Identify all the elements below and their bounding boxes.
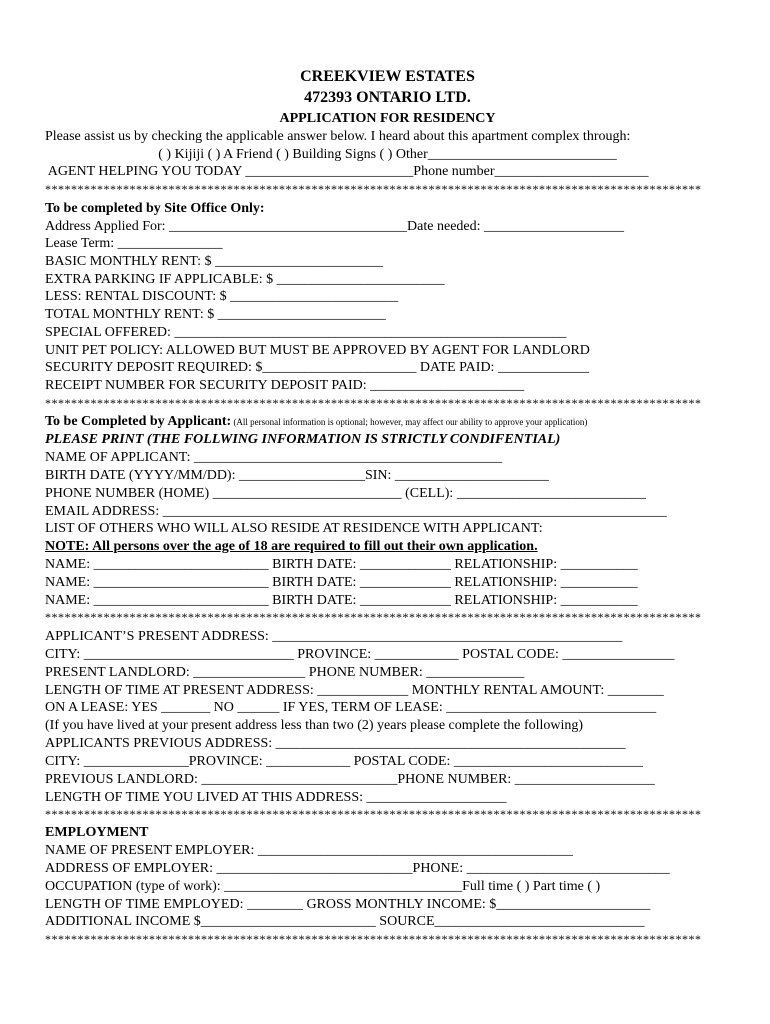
- divider-stars: *****************************************************************************************************: [45, 807, 702, 821]
- pet-policy-text: UNIT PET POLICY: ALLOWED BUT MUST BE APPROVED BY AGENT FOR LANDLORD: [45, 343, 590, 358]
- employment-length-field[interactable]: LENGTH OF TIME EMPLOYED: ________ GROSS MONTHLY INCOME: $______________________: [45, 897, 651, 912]
- employment-heading: EMPLOYMENT: [45, 825, 149, 840]
- others-residing-label: LIST OF OTHERS WHO WILL ALSO RESIDE AT RESIDENCE WITH APPLICANT:: [45, 521, 543, 536]
- time-at-address-field[interactable]: LENGTH OF TIME AT PRESENT ADDRESS: _____________ MONTHLY RENTAL AMOUNT: ________: [45, 683, 664, 698]
- company-number: 472393 ONTARIO LTD.: [304, 89, 471, 106]
- divider-stars: *****************************************************************************************************: [45, 182, 702, 196]
- previous-address-field[interactable]: APPLICANTS PREVIOUS ADDRESS: __________________________________________________: [45, 736, 626, 751]
- applicant-heading-line: [45, 413, 730, 430]
- applicant-name-field[interactable]: NAME OF APPLICANT: ____________________________________________: [45, 450, 503, 465]
- previous-landlord-field[interactable]: PREVIOUS LANDLORD: ____________________________PHONE NUMBER: ____________________: [45, 772, 655, 787]
- previous-city-field[interactable]: CITY: _______________PROVINCE: ____________ POSTAL CODE: ___________________________: [45, 754, 643, 769]
- discount-field[interactable]: LESS: RENTAL DISCOUNT: $ ________________________: [45, 289, 399, 304]
- city-province-postal-field[interactable]: CITY: ______________________________ PROVINCE: ____________ POSTAL CODE: ________________: [45, 647, 675, 662]
- other-resident-row[interactable]: NAME: _________________________ BIRTH DATE: _____________ RELATIONSHIP: ___________: [45, 593, 638, 608]
- optional-info-note: (All personal information is optional; however, may affect our ability to approve your application): [231, 417, 588, 427]
- applicant-section-heading: To be Completed by Applicant:: [45, 414, 232, 429]
- other-resident-row[interactable]: NAME: _________________________ BIRTH DATE: _____________ RELATIONSHIP: ___________: [45, 557, 638, 572]
- special-offered-field[interactable]: SPECIAL OFFERED: ________________________________________________________: [45, 325, 567, 340]
- referral-options[interactable]: ( ) Kijiji ( ) A Friend ( ) Building Signs ( ) Other___________________________: [158, 147, 617, 162]
- previous-length-field[interactable]: LENGTH OF TIME YOU LIVED AT THIS ADDRESS: ____________________: [45, 790, 507, 805]
- present-address-field[interactable]: APPLICANT’S PRESENT ADDRESS: __________________________________________________: [45, 629, 623, 644]
- office-section-heading: To be completed by Site Office Only:: [45, 201, 265, 216]
- print-note: PLEASE PRINT (THE FOLLWING INFORMATION IS STRICTLY CONDIFENTIAL): [45, 432, 561, 447]
- age-note: NOTE: All persons over the age of 18 are required to fill out their own application.: [45, 539, 538, 554]
- birth-sin-field[interactable]: BIRTH DATE (YYYY/MM/DD): __________________SIN: ______________________: [45, 468, 549, 483]
- divider-stars: *****************************************************************************************************: [45, 932, 702, 946]
- employer-name-field[interactable]: NAME OF PRESENT EMPLOYER: _____________________________________________: [45, 843, 573, 858]
- lease-term-field[interactable]: Lease Term: _______________: [45, 236, 223, 251]
- divider-stars: *****************************************************************************************************: [45, 396, 702, 410]
- agent-line[interactable]: AGENT HELPING YOU TODAY ________________________Phone number______________________: [45, 164, 649, 179]
- divider-stars: *****************************************************************************************************: [45, 610, 702, 624]
- total-rent-field[interactable]: TOTAL MONTHLY RENT: $ ________________________: [45, 307, 386, 322]
- employer-address-field[interactable]: ADDRESS OF EMPLOYER: ____________________________PHONE: _____________________________: [45, 861, 670, 876]
- additional-income-field[interactable]: ADDITIONAL INCOME $_________________________ SOURCE______________________________: [45, 914, 645, 929]
- phone-field[interactable]: PHONE NUMBER (HOME) ___________________________ (CELL): ___________________________: [45, 486, 646, 501]
- address-applied-field[interactable]: Address Applied For: __________________________________Date needed: ____________________: [45, 219, 625, 234]
- security-deposit-field[interactable]: SECURITY DEPOSIT REQUIRED: $______________________ DATE PAID: _____________: [45, 360, 589, 375]
- basic-rent-field[interactable]: BASIC MONTHLY RENT: $ ________________________: [45, 254, 384, 269]
- other-resident-row[interactable]: NAME: _________________________ BIRTH DATE: _____________ RELATIONSHIP: ___________: [45, 575, 638, 590]
- form-title: APPLICATION FOR RESIDENCY: [279, 111, 496, 126]
- email-field[interactable]: EMAIL ADDRESS: ________________________________________________________________________: [45, 504, 667, 519]
- lease-field[interactable]: ON A LEASE: YES _______ NO ______ IF YES, TERM OF LEASE: ______________________________: [45, 700, 657, 715]
- receipt-number-field[interactable]: RECEIPT NUMBER FOR SECURITY DEPOSIT PAID: ______________________: [45, 378, 525, 393]
- assist-text: Please assist us by checking the applicable answer below. I heard about this apartment complex through:: [45, 129, 631, 144]
- present-landlord-field[interactable]: PRESENT LANDLORD: ________________ PHONE NUMBER: ______________: [45, 665, 525, 680]
- parking-field[interactable]: EXTRA PARKING IF APPLICABLE: $ ________________________: [45, 272, 445, 287]
- previous-address-instruction: (If you have lived at your present address less than two (2) years please complete the following): [45, 718, 584, 733]
- occupation-field[interactable]: OCCUPATION (type of work): __________________________________Full time ( ) Part time ( ): [45, 879, 601, 894]
- company-name: CREEKVIEW ESTATES: [300, 68, 475, 85]
